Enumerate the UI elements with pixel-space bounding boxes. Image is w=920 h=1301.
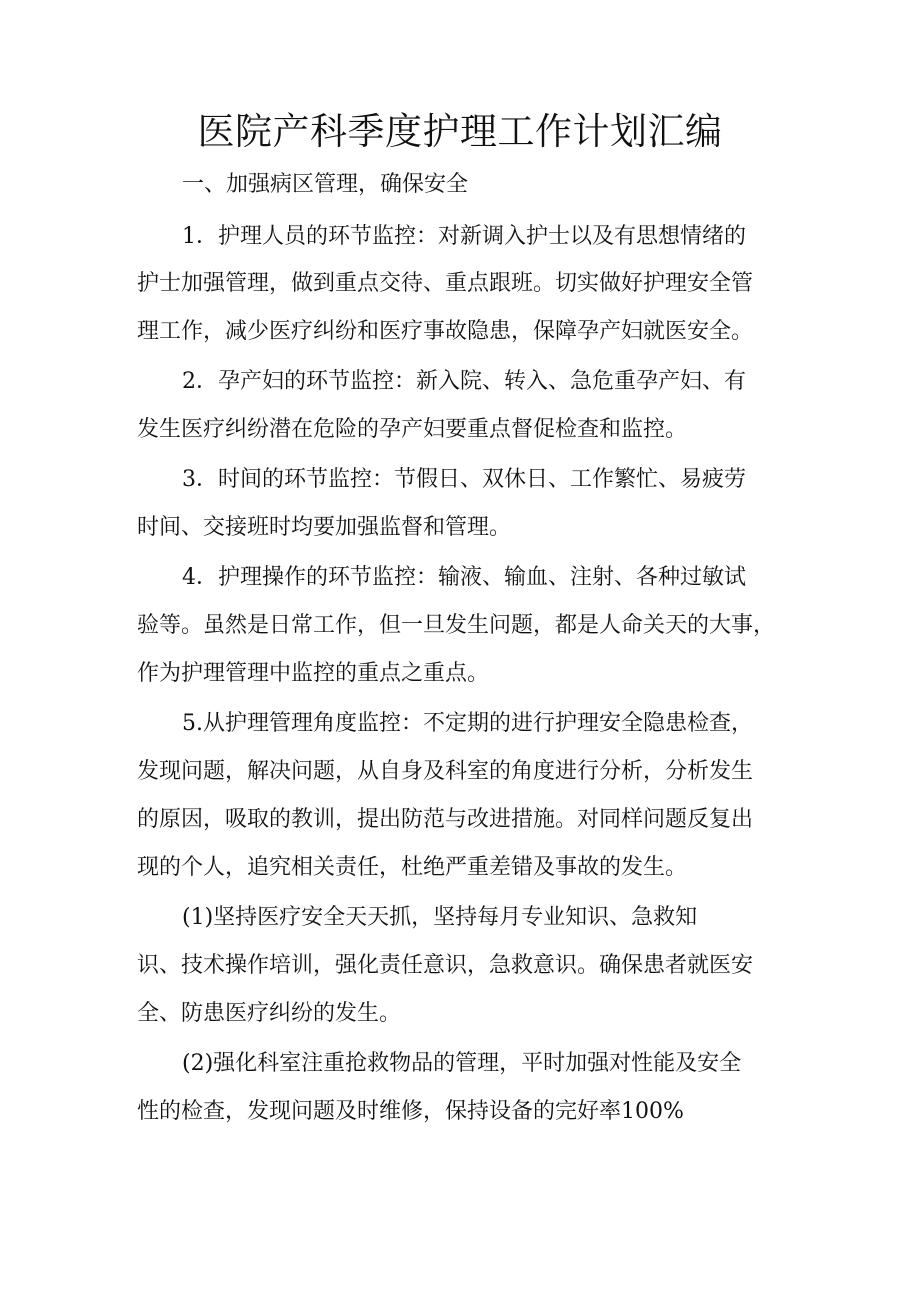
section-heading-1: 一、加强病区管理，确保安全 [182,172,469,197]
paragraph-line: 4．护理操作的环节监控：输液、输血、注射、各种过敏试 [182,565,746,590]
paragraph-line: (1)坚持医疗安全天天抓，坚持每月专业知识、急救知 [182,905,698,930]
paragraph-line: 3．时间的环节监控：节假日、双休日、工作繁忙、易疲劳 [182,467,746,492]
document-title: 医院产科季度护理工作计划汇编 [197,110,723,153]
paragraph-line: 5.从护理管理角度监控：不定期的进行护理安全隐患检查， [182,711,753,736]
paragraph-line: 全、防患医疗纠纷的发生。 [137,1001,402,1026]
paragraph-line: 识、技术操作培训，强化责任意识，急救意识。确保患者就医安 [137,953,754,978]
paragraph-line: 的原因，吸取的教训，提出防范与改进措施。对同样问题反复出 [137,807,754,832]
paragraph-line: 时间、交接班时均要加强监督和管理。 [137,515,512,540]
paragraph-line: 性的检查，发现问题及时维修，保持设备的完好率100% [137,1099,684,1124]
paragraph-line: 1．护理人员的环节监控：对新调入护士以及有思想情绪的 [182,224,746,249]
paragraph-line: 发生医疗纠纷潜在危险的孕产妇要重点督促检查和监控。 [137,417,688,442]
paragraph-line: (2)强化科室注重抢救物品的管理，平时加强对性能及安全 [182,1051,742,1076]
paragraph-line: 作为护理管理中监控的重点之重点。 [137,661,490,686]
paragraph-line: 护士加强管理，做到重点交待、重点跟班。切实做好护理安全管 [137,271,754,296]
paragraph-line: 2．孕产妇的环节监控：新入院、转入、急危重孕产妇、有 [182,369,746,394]
paragraph-line: 现的个人，追究相关责任，杜绝严重差错及事故的发生。 [137,855,688,880]
paragraph-line: 发现问题，解决问题，从自身及科室的角度进行分析，分析发生 [137,759,754,784]
paragraph-line: 理工作，减少医疗纠纷和医疗事故隐患，保障孕产妇就医安全。 [137,319,754,344]
paragraph-line: 验等。虽然是日常工作，但一旦发生问题，都是人命关天的大事， [137,613,776,638]
